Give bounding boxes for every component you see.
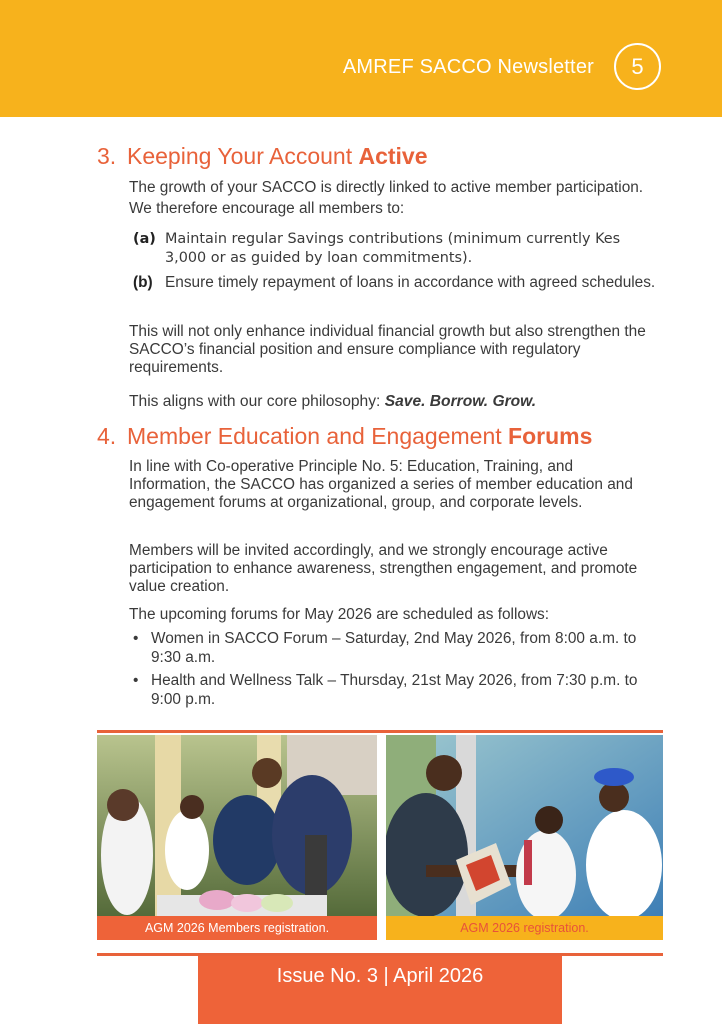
section-3-intro: The growth of your SACCO is directly linked to active member participation. We therefore encourage all members to: [129, 179, 644, 217]
section-3-number: 3. [97, 143, 117, 169]
section-3-title [97, 143, 428, 170]
list-item-b-label: (b) [133, 274, 153, 291]
list-item-b-text: Ensure timely repayment of loans in accordance with agreed schedules. [165, 274, 656, 291]
divider-top [97, 730, 663, 733]
forum-2-text: Health and Wellness Talk – Thursday, 21st May 2026, from 7:30 p.m. to 9:00 p.m. [151, 672, 638, 708]
issue-label: Issue No. 3 | April 2026 [276, 965, 484, 987]
section-4-number: 4. [97, 423, 117, 449]
list-item-a-label: (a) [133, 231, 156, 247]
bullet-icon: • [133, 630, 139, 647]
philosophy-motto: Save. Borrow. Grow. [384, 393, 537, 410]
section-4-title-text: Member Education and Engagement [127, 423, 509, 449]
photo-1-caption: AGM 2026 Members registration. [97, 916, 377, 940]
list-item-a-text: Maintain regular Savings contributions (minimum currently Kes 3,000 or as guided by loan commitments). [165, 231, 621, 266]
issue-footer [198, 956, 562, 1024]
newsletter-title: AMREF SACCO Newsletter [342, 56, 594, 78]
section-3-title-emphasis: Active [358, 143, 428, 169]
forum-1-text: Women in SACCO Forum – Saturday, 2nd May 2026, from 8:00 a.m. to 9:30 a.m. [151, 630, 637, 666]
section-4-paragraph-1: In line with Co-operative Principle No. 5: Education, Training, and Information, the SACCO has organized a series of member education and engagement forums at organizational, group, and corporate levels. [129, 458, 633, 511]
section-3-philosophy [129, 393, 649, 411]
photo-members-registration [97, 735, 377, 916]
photo-2-caption: AGM 2026 registration. [386, 916, 663, 940]
page-number: 5 [614, 43, 661, 90]
section-4-paragraph-2: Members will be invited accordingly, and we strongly encourage active participation to enhance awareness, strengthen engagement, and promote value creation. [129, 542, 638, 595]
section-3-title-text: Keeping Your Account [127, 143, 359, 169]
photo-2-image [386, 735, 663, 916]
photo-1-image [97, 735, 377, 916]
philosophy-prefix: This aligns with our core philosophy: [129, 393, 385, 410]
photo-agm-registration [386, 735, 663, 916]
section-4-title-emphasis: Forums [508, 423, 593, 449]
section-3-paragraph-2: This will not only enhance individual financial growth but also strengthen the SACCO’s financial position and ensure compliance with regulatory requirements. [129, 323, 646, 376]
section-4-title [97, 423, 592, 450]
section-4-paragraph-3: The upcoming forums for May 2026 are scheduled as follows: [129, 606, 550, 623]
bullet-icon: • [133, 672, 139, 689]
header-banner [0, 0, 722, 117]
